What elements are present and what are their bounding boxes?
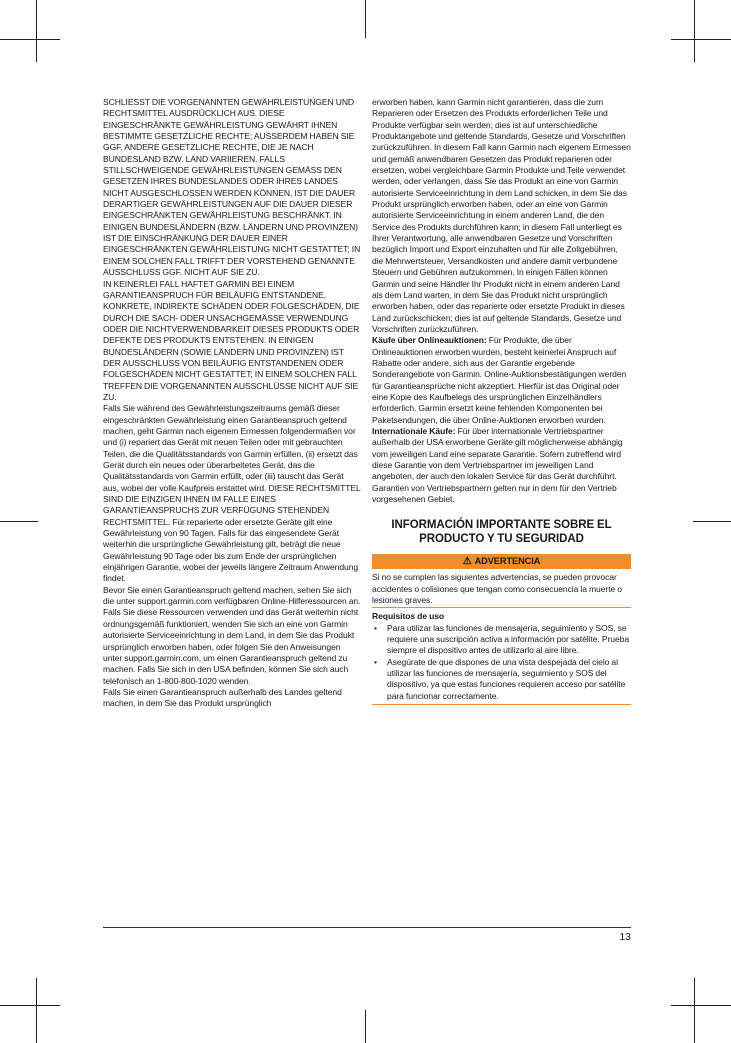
center-mark-left (0, 521, 38, 522)
paragraph-international (372, 426, 631, 505)
paragraph-liability: IN KEINERLEI FALL HAFTET GARMIN BEI EINEM GARANTIEANSPRUCH FÜR BEILÄUFIG ENTSTANDENE, KONKRETE, INDIREKTE SCHÄDEN ODER FOLGESCHÄDEN, DIE DURCH DIE SACH- ODER UNSACHGEMÄSSE VERWENDUNG ODER DIE NICHTVERWENDBARKEIT DIESES PRODUKTS ODER DEFEKTE DES PRODUKTS ENTSTEHEN. IN EINIGEN BUNDESLÄNDERN (SOWIE LÄNDERN UND PROVINZEN) IST DER AUSSCHLUSS VON BEILÄUFIG ENTSTANDENEN ODER FOLGESCHÄDEN NICHT GESTATTET; IN EINEM SOLCHEN FALL TREFFEN DIE VORGENANNTEN AUSSCHLÜSSE NICHT AUF SIE ZU. (103, 278, 360, 402)
paragraph-online-auctions (372, 335, 631, 426)
center-mark-top (365, 0, 366, 38)
right-column (372, 97, 631, 705)
footer-rule (103, 927, 631, 928)
paragraph-support: Bevor Sie einen Garantieanspruch geltend machen, sehen Sie sich die unter support.garmin.com verfügbaren Online-Hilferessourcen an. Falls Sie diese Ressourcen verwenden und das Gerät weiterhin nicht ordnungsgemäß funktioniert, wenden Sie sich an eine von Garmin autorisierte Serviceeinrichtung in dem Land, in dem Sie das Produkt ursprünglich erworben haben, oder folgen Sie den Anweisungen unter support.garmin.com, um einen Garantieanspruch geltend zu machen. Falls Sie sich in den USA befinden, können Sie sich auch telefonisch an 1-800-800-1020 wenden. (103, 584, 361, 686)
online-auctions-label: Käufe über Onlineauktionen: (372, 335, 487, 346)
warning-banner (372, 554, 631, 569)
section-end-rule (372, 704, 631, 705)
section-title (372, 519, 631, 546)
center-mark-bottom (365, 1010, 366, 1043)
crop-mark-bl-h (0, 1005, 60, 1006)
left-column (103, 97, 361, 710)
crop-mark-tr-v (694, 0, 695, 62)
section-title-line2: PRODUCTO Y TU SEGURIDAD (419, 532, 584, 545)
requirements-title: Requisitos de uso (372, 611, 445, 622)
crop-mark-tl-v (36, 0, 37, 62)
paragraph-continuation: erworben haben, kann Garmin nicht garantieren, dass die zum Reparieren oder Ersetzen des Produkts erforderlichen Teile und Produkte verfügbar sein werden; dies ist auf unterschiedliche Produktangebote und geltende Standards, Gesetze und Vorschriften zurückzuführen. In diesem Fall kann Garmin nach eigenem Ermessen und gemäß anwendbaren Gesetzen das Produkt reparieren oder ersetzen, wobei vergleichbare Garmin Produkte und Teile verwendet werden, oder verlangen, dass Sie das Produkt an eine von Garmin autorisierte Serviceeinrichtung in dem Land schicken, in dem Sie das Produkt ursprünglich erworben haben, oder an eine von Garmin autorisierte Serviceeinrichtung in einem anderen Land, die den Service des Produkts durchführen kann; in diesem Fall unterliegt es Ihrer Verantwortung, alle anwendbaren Gesetze und Vorschriften bezüglich Import und Export einzuhalten und für alle Zollgebühren, die Mehrwertsteuer, Versandkosten und andere damit verbundene Steuern und Gebühren aufzukommen. In einigen Fällen können Garmin und seine Händler Ihr Produkt nicht in einem anderen Land als dem Land warten, in dem Sie das Produkt nicht ursprünglich erworben haben, oder das reparierte oder ersetzte Produkt in dieses Land zurückschicken; dies ist auf geltende Standards, Gesetze und Vorschriften zurückzuführen. (372, 97, 631, 334)
list-item: • Para utilizar las funciones de mensajería, seguimiento y SOS, se requiere una suscripción activa a información por satélite. Prueba siempre el dispositivo antes de utilizarlo al aire libre. (372, 623, 631, 657)
warning-label: ADVERTENCIA (474, 556, 541, 567)
center-mark-right (693, 521, 731, 522)
international-text: Für über internationale Vertriebspartner außerhalb der USA erworbene Geräte gilt möglicherweise abhängig vom jeweiligen Land eine separate Garantie. Sofern zutreffend wird diese Garantie von dem Vertriebspartner im jeweiligen Land angeboten, der auch den lokalen Service für das Gerät durchführt. Garantien von Vertriebspartnern gelten nur in dem für den Vertrieb vorgesehenen Gebiet. (372, 425, 623, 505)
page-number: 13 (619, 931, 631, 943)
requirements-list (372, 623, 631, 702)
paragraph-warranty-claim: Falls Sie während des Gewährleistungszeitraums gemäß dieser eingeschränkten Gewährleistung einen Garantieanspruch geltend machen, geht Garmin nach eigenem Ermessen folgendermaßen vor und (i) repariert das Gerät mit neuen Teilen oder mit gebrauchten Teilen, die die Qualitätsstandards von Garmin erfüllen, (ii) ersetzt das Gerät durch ein neues oder überarbeitetes Gerät, das die Qualitätsstandards von Garmin erfüllt, oder (iii) tauscht das Gerät aus, wobei der volle Kaufpreis erstattet wird. DIESE RECHTSMITTEL SIND DIE EINZIGEN IHNEN IM FALLE EINES GARANTIEANSPRUCHS ZUR VERFÜGUNG STEHENDEN RECHTSMITTEL. Für reparierte oder ersetzte Geräte gilt eine Gewährleistung von 90 Tagen. Falls für das eingesendete Gerät weiterhin die ursprüngliche Gewährleistung gilt, beträgt die neue Gewährleistung 90 Tage oder bis zum Ende der ursprünglichen einjährigen Garantie, wobei der jeweils längere Zeitraum Anwendung findet. (103, 403, 361, 584)
crop-mark-tr-h (671, 39, 731, 40)
paragraph-outside-country: Falls Sie einen Garantieanspruch außerhalb des Landes geltend machen, in dem Sie das Produkt ursprünglich (103, 686, 342, 709)
crop-mark-br-h (671, 1005, 731, 1006)
crop-mark-tl-h (0, 39, 60, 40)
warning-triangle-icon: ⚠ (462, 556, 472, 568)
section-title-line1: INFORMACIÓN IMPORTANTE SOBRE EL (391, 519, 612, 532)
crop-mark-br-v (694, 978, 695, 1043)
online-auctions-text: Für Produkte, die über Onlineauktionen erworben wurden, besteht keinerlei Anspruch auf Rabatte oder andere, sich aus der Garantie ergebende Sonderangebote von Garmin. Online-Auktionsbestätigungen werden für Garantieansprüche nicht akzeptiert. Hierfür ist das Original oder eine Kopie des Kaufbelegs des ursprünglichen Einzelhändlers erforderlich. Garmin ersetzt keine fehlenden Komponenten bei Paketsendungen, die über Online-Auktionen erworben wurden. (372, 335, 627, 425)
warning-text: Si no se cumplen las siguientes advertencias, se pueden provocar accidentes o colisiones que tengan como consecuencia la muerte o lesiones graves. (372, 572, 631, 608)
international-label: Internationale Käufe: (372, 425, 456, 436)
paragraph-warranty-exclusion: SCHLIESST DIE VORGENANNTEN GEWÄHRLEISTUNGEN UND RECHTSMITTEL AUSDRÜCKLICH AUS. DIESE EINGESCHRÄNKTE GEWÄHRLEISTUNG GEWÄHRT IHNEN BESTIMMTE GESETZLICHE RECHTE; AUSSERDEM HABEN SIE GGF. ANDERE GESETZLICHE RECHTE, DIE JE NACH BUNDESLAND BZW. LAND VARIIEREN. FALLS STILLSCHWEIGENDE GEWÄHRLEISTUNGEN GEMÄSS DEN GESETZEN IHRES BUNDESLANDES ODER IHRES LANDES NICHT AUSGESCHLOSSEN WERDEN KÖNNEN, IST DIE DAUER DERARTIGER GEWÄHRLEISTUNGEN AUF DIE DAUER DIESER EINGESCHRÄNKTEN GEWÄHRLEISTUNG BESCHRÄNKT. IN EINIGEN BUNDESLÄNDERN (BZW. LÄNDERN UND PROVINZEN) IST DIE EINSCHRÄNKUNG DER DAUER EINER EINGESCHRÄNKTEN GEWÄHRLEISTUNG NICHT GESTATTET; IN EINEM SOLCHEN FALL TRIFFT DER VORSTEHEND GENANNTE AUSSCHLUSS GGF. NICHT AUF SIE ZU. (103, 97, 361, 278)
crop-mark-bl-v (36, 978, 37, 1043)
list-item: • Asegúrate de que dispones de una vista despejada del cielo al utilizar las funciones de mensajería, seguimiento y SOS del dispositivo, ya que estas funciones requieren acceso por satélite para funcionar correctamente. (372, 657, 631, 702)
